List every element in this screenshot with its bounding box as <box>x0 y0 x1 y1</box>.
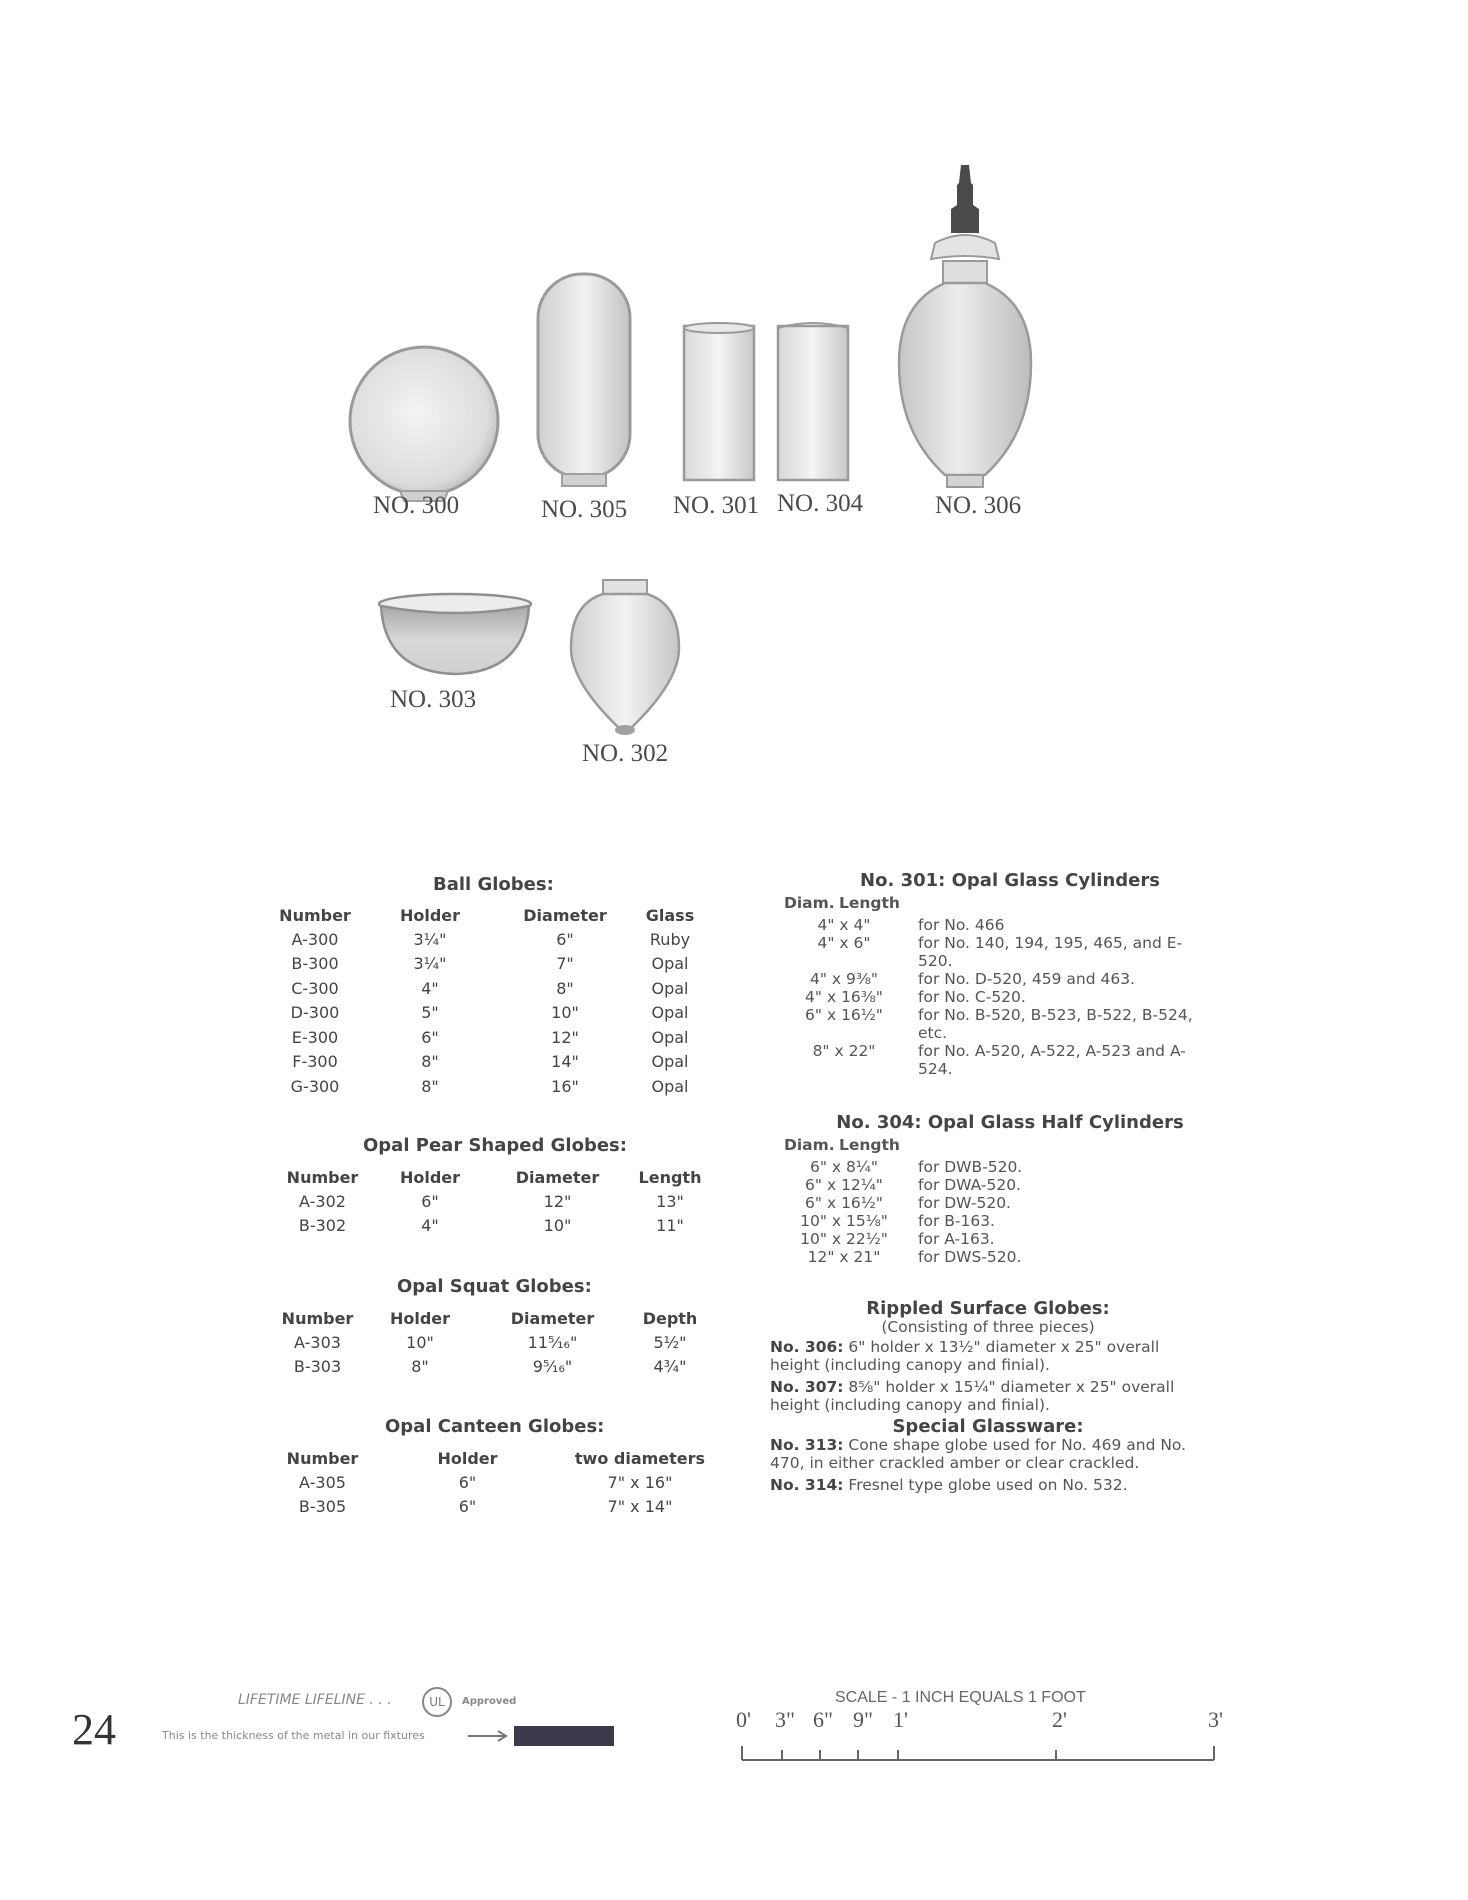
cyl-dim: 6" x 8¼" <box>809 1158 879 1176</box>
scale-ruler <box>740 1740 1220 1764</box>
cyl-use: for DWA-520. <box>918 1176 1022 1194</box>
cell: 7" <box>556 954 574 974</box>
caption-no-306: NO. 306 <box>935 492 1022 519</box>
cyl304-col-length: Length <box>839 1136 900 1154</box>
col-header: Glass <box>645 905 695 925</box>
cyl-use: for No. A-520, A-522, A-523 and A-524. <box>918 1042 1186 1078</box>
cyl-dim: 10" x 15⅛" <box>800 1212 888 1230</box>
table-header-row <box>275 1306 715 1330</box>
cyl-use: for No. C-520. <box>918 988 1026 1006</box>
cell: C-300 <box>291 978 339 998</box>
special-item-313 <box>770 1436 1206 1472</box>
table-row <box>275 927 715 952</box>
cell: E-300 <box>291 1027 339 1047</box>
scale-labels <box>0 1707 1468 1737</box>
list-item <box>770 1176 1210 1194</box>
caption-no-305: NO. 305 <box>541 496 628 523</box>
special-item-314 <box>770 1476 1206 1494</box>
rippled-globe-306-image <box>895 163 1035 493</box>
cell: B-300 <box>291 954 339 974</box>
rippled-title: Rippled Surface Globes: <box>866 1298 1110 1319</box>
col-header: Diameter <box>523 905 607 925</box>
scale-label: 3' <box>1208 1707 1223 1732</box>
thickness-note: This is the thickness of the metal in our fixtures <box>162 1729 425 1742</box>
cell: 4" <box>421 978 439 998</box>
cell: 10" <box>551 1003 579 1023</box>
cell: 6" <box>458 1472 477 1492</box>
col-header: Number <box>279 905 351 925</box>
cell: 4¾" <box>653 1357 687 1377</box>
cyl-use: for A-163. <box>918 1230 995 1248</box>
col-header: Diameter <box>510 1308 595 1328</box>
table-row <box>275 1050 715 1075</box>
cell: 5½" <box>653 1332 687 1352</box>
cyl-use: for DWB-520. <box>918 1158 1023 1176</box>
cell: 6" <box>556 929 574 949</box>
cell: 10" <box>543 1216 572 1236</box>
cyl-use: for B-163. <box>918 1212 995 1230</box>
cyl-use: for No. D-520, 459 and 463. <box>918 970 1135 988</box>
pear-globe-302-image <box>567 578 682 738</box>
scale-label: 0' <box>736 1707 751 1732</box>
cell: Ruby <box>649 929 691 949</box>
list-item <box>770 916 1210 934</box>
col-header: Number <box>281 1308 354 1328</box>
table-row <box>275 976 715 1001</box>
cyl-use: for DW-520. <box>918 1194 1011 1212</box>
cyl301-col-headers <box>770 894 1210 912</box>
cell: B-302 <box>298 1216 347 1236</box>
item-text: 8⅝" holder x 15¼" diameter x 25" overall height (including canopy and finial). <box>770 1378 1175 1414</box>
ball-globes-table <box>275 903 715 1099</box>
col-header: two diameters <box>574 1448 706 1468</box>
cell: A-300 <box>291 929 339 949</box>
ball-globe-300-image <box>340 345 508 505</box>
caption-no-301: NO. 301 <box>673 492 760 519</box>
cyl-use: for No. 466 <box>918 916 1005 934</box>
col-header: Depth <box>642 1308 698 1328</box>
cyl301-col-length: Length <box>839 894 900 912</box>
cell: 8" <box>411 1357 429 1377</box>
table-row <box>275 1330 715 1355</box>
pear-globes-table <box>275 1165 715 1238</box>
cyl301-title: No. 301: Opal Glass Cylinders <box>860 870 1160 891</box>
cell: G-300 <box>290 1076 340 1096</box>
cell: 14" <box>551 1052 579 1072</box>
cell: 13" <box>656 1191 684 1211</box>
cyl-dim: 8" x 22" <box>812 1042 876 1060</box>
rippled-subtitle: (Consisting of three pieces) <box>881 1318 1095 1336</box>
cell: 4" <box>421 1216 439 1236</box>
table-header-row <box>275 1165 715 1189</box>
cyl-use: for No. B-520, B-523, B-522, B-524, etc. <box>918 1006 1193 1042</box>
cell: Opal <box>651 1052 689 1072</box>
cyl-dim: 12" x 21" <box>807 1248 881 1266</box>
item-label: No. 307: <box>770 1378 844 1396</box>
squat-globes-title: Opal Squat Globes: <box>397 1276 592 1297</box>
list-item <box>770 1158 1210 1176</box>
cell: 12" <box>543 1191 572 1211</box>
list-item <box>770 1194 1210 1212</box>
cell: 6" <box>458 1497 477 1517</box>
cell: 8" <box>421 1052 439 1072</box>
cell: 6" <box>421 1191 439 1211</box>
cell: 11⁵⁄₁₆" <box>527 1332 578 1352</box>
table-row <box>275 1355 715 1380</box>
table-header-row <box>275 1446 715 1470</box>
cell: 3¼" <box>413 954 447 974</box>
scale-title: SCALE - 1 INCH EQUALS 1 FOOT <box>835 1689 1086 1706</box>
cyl-use: for No. 140, 194, 195, 465, and E-520. <box>918 934 1183 970</box>
table-row <box>275 952 715 977</box>
col-header: Number <box>286 1167 359 1187</box>
cell: B-305 <box>298 1497 347 1517</box>
list-item <box>770 1212 1210 1230</box>
cell: 7" x 16" <box>607 1472 673 1492</box>
table-row <box>275 1470 715 1495</box>
caption-no-300: NO. 300 <box>373 492 460 519</box>
caption-no-302: NO. 302 <box>582 740 669 767</box>
cyl-use: for DWS-520. <box>918 1248 1022 1266</box>
table-row <box>275 1001 715 1026</box>
cyl-dim: 6" x 16½" <box>805 1194 883 1212</box>
table-row <box>275 1025 715 1050</box>
table-row <box>275 1189 715 1214</box>
cell: 8" <box>556 978 574 998</box>
cell: Opal <box>651 954 689 974</box>
table-row <box>275 1074 715 1099</box>
cyl-dim: 4" x 4" <box>817 916 871 934</box>
table-header-row <box>275 903 715 927</box>
col-header: Holder <box>399 1167 461 1187</box>
item-label: No. 314: <box>770 1476 844 1494</box>
col-header: Holder <box>399 905 461 925</box>
cyl-dim: 4" x 16⅜" <box>805 988 883 1006</box>
scale-label: 3" <box>775 1707 795 1732</box>
rippled-item-306 <box>770 1338 1206 1374</box>
col-header: Diameter <box>515 1167 600 1187</box>
pear-globes-title: Opal Pear Shaped Globes: <box>363 1135 627 1156</box>
cell: F-300 <box>292 1052 338 1072</box>
cyl301-col-diam: Diam. <box>784 894 835 912</box>
rippled-globes-section <box>770 1300 1206 1494</box>
cell: 5" <box>421 1003 439 1023</box>
cell: 10" <box>406 1332 434 1352</box>
cyl304-col-headers <box>770 1136 1210 1154</box>
cell: A-302 <box>299 1191 346 1211</box>
cell: Opal <box>651 1027 689 1047</box>
cyl304-title: No. 304: Opal Glass Half Cylinders <box>836 1112 1184 1133</box>
cell: A-303 <box>294 1332 341 1352</box>
scale-label: 2' <box>1052 1707 1067 1732</box>
col-header: Holder <box>389 1308 451 1328</box>
caption-no-304: NO. 304 <box>777 490 864 517</box>
approved-label: Approved <box>462 1696 517 1707</box>
cell: 7" x 14" <box>607 1497 673 1517</box>
squat-globe-303-image <box>375 590 535 680</box>
item-label: No. 306: <box>770 1338 844 1356</box>
cell: 6" <box>421 1027 439 1047</box>
ball-globes-title: Ball Globes: <box>433 874 554 895</box>
list-item <box>770 1042 1210 1078</box>
page-number: 24 <box>72 1705 116 1754</box>
table-row <box>275 1495 715 1520</box>
list-item <box>770 934 1210 970</box>
cyl-dim: 6" x 16½" <box>805 1006 883 1024</box>
cell: 3¼" <box>413 929 447 949</box>
cell: B-303 <box>293 1357 342 1377</box>
col-header: Holder <box>437 1448 498 1468</box>
cell: 16" <box>551 1076 579 1096</box>
canteen-globes-title: Opal Canteen Globes: <box>385 1416 605 1437</box>
list-item <box>770 970 1210 988</box>
squat-globes-table <box>275 1306 715 1379</box>
list-item <box>770 1006 1210 1042</box>
special-title: Special Glassware: <box>892 1416 1084 1437</box>
cell: 8" <box>421 1076 439 1096</box>
list-item <box>770 1230 1210 1248</box>
cyl-dim: 6" x 12¼" <box>805 1176 883 1194</box>
cyl-dim: 4" x 6" <box>817 934 871 952</box>
cell: 12" <box>551 1027 579 1047</box>
item-text: Fresnel type globe used on No. 532. <box>848 1476 1128 1494</box>
cell: Opal <box>651 978 689 998</box>
col-header: Length <box>638 1167 702 1187</box>
col-header: Number <box>286 1448 359 1468</box>
cell: Opal <box>651 1003 689 1023</box>
cyl-dim: 4" x 9⅜" <box>809 970 879 988</box>
half-cylinder-304-image <box>774 320 854 485</box>
scale-label: 1' <box>893 1707 908 1732</box>
canteen-globes-table <box>275 1446 715 1519</box>
table-row <box>275 1214 715 1239</box>
lifetime-lifeline-text: LIFETIME LIFELINE . . . <box>238 1692 392 1708</box>
cell: A-305 <box>299 1472 346 1492</box>
half-cylinders-304-section <box>770 1114 1210 1266</box>
scale-label: 6" <box>813 1707 833 1732</box>
cyl-dim: 10" x 22½" <box>800 1230 888 1248</box>
item-label: No. 313: <box>770 1436 844 1454</box>
cylinder-301-image <box>680 320 760 485</box>
cell: 11" <box>656 1216 684 1236</box>
cell: Opal <box>651 1076 689 1096</box>
scale-label: 9" <box>853 1707 873 1732</box>
item-text: 6" holder x 13½" diameter x 25" overall height (including canopy and finial). <box>770 1338 1160 1374</box>
list-item <box>770 988 1210 1006</box>
cell: 9⁵⁄₁₆" <box>532 1357 573 1377</box>
list-item <box>770 1248 1210 1266</box>
rippled-item-307 <box>770 1378 1206 1414</box>
cyl304-col-diam: Diam. <box>784 1136 835 1154</box>
canteen-globe-305-image <box>534 270 634 490</box>
item-text: Cone shape globe used for No. 469 and No. 470, in either crackled amber or clear crackled. <box>770 1436 1187 1472</box>
cylinders-301-section <box>770 872 1210 1078</box>
caption-no-303: NO. 303 <box>390 686 477 713</box>
ul-logo-icon: UL <box>422 1687 452 1717</box>
cell: D-300 <box>290 1003 340 1023</box>
